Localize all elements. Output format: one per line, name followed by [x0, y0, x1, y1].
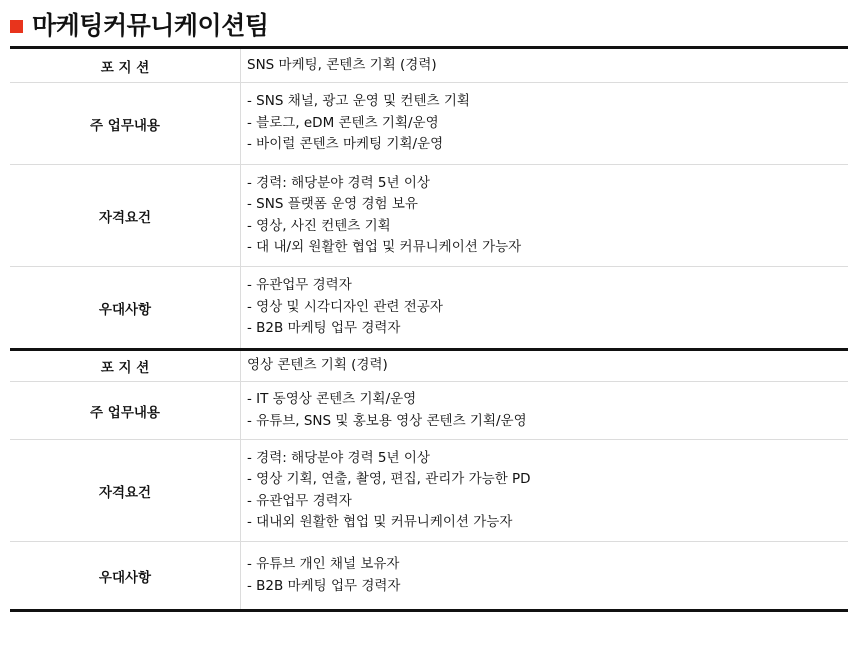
title-marker-icon: [10, 20, 23, 33]
row-label: 우대사항: [10, 542, 241, 609]
row-label: 주 업무내용: [10, 382, 241, 439]
row-content: [241, 49, 848, 82]
row-label: 포 지 션: [10, 49, 241, 82]
row-label: 주 업무내용: [10, 83, 241, 164]
content-line: - IT 동영상 콘텐츠 기획/운영: [247, 391, 417, 407]
row-label: 우대사항: [10, 267, 241, 348]
row-content: [241, 440, 848, 541]
row-content: [241, 351, 848, 381]
content-line: 영상 콘텐츠 기획 (경력): [247, 357, 388, 374]
row-label: 포 지 션: [10, 351, 241, 381]
job-section: [10, 348, 848, 609]
content-line: - 유관업무 경력자: [247, 492, 352, 509]
content-line: - 유튜브, SNS 및 홍보용 영상 콘텐츠 기획/운영: [247, 412, 527, 429]
job-section: [10, 49, 848, 348]
content-line: - 영상, 사진 컨텐츠 기획: [247, 217, 391, 234]
table-row: [10, 541, 848, 609]
content-line: - 영상 및 시각디자인 관련 전공자: [247, 298, 443, 315]
content-line: - SNS 플랫폼 운영 경험 보유: [247, 196, 418, 212]
row-label: 자격요건: [10, 440, 241, 541]
content-line: - B2B 마케팅 업무 경력자: [247, 577, 401, 594]
content-line: - 경력: 해당분야 경력 5년 이상: [247, 449, 430, 466]
table-row: [10, 164, 848, 266]
table-row: [10, 351, 848, 381]
table-row: [10, 266, 848, 348]
table-row: [10, 439, 848, 541]
content-line: - 유튜브 개인 채널 보유자: [247, 556, 400, 572]
table-row: [10, 82, 848, 164]
content-line: - 대내외 원활한 협업 및 커뮤니케이션 가능자: [247, 514, 513, 530]
row-label: 자격요건: [10, 165, 241, 266]
row-content: [241, 542, 848, 609]
content-line: - SNS 채널, 광고 운영 및 컨텐츠 기획: [247, 93, 470, 110]
content-line: - 바이럴 콘텐츠 마케팅 기획/운영: [247, 136, 444, 153]
content-line: - 대 내/외 원활한 협업 및 커뮤니케이션 가능자: [247, 239, 522, 255]
job-table: [10, 46, 848, 612]
content-line: - 유관업무 경력자: [247, 277, 352, 294]
row-content: [241, 83, 848, 164]
content-line: - B2B 마케팅 업무 경력자: [247, 320, 401, 337]
row-content: [241, 382, 848, 439]
table-row: [10, 381, 848, 439]
row-content: [241, 267, 848, 348]
page-header: [10, 8, 269, 40]
content-line: SNS 마케팅, 콘텐츠 기획 (경력): [247, 56, 437, 73]
content-line: - 블로그, eDM 콘텐츠 기획/운영: [247, 114, 439, 131]
content-line: - 영상 기획, 연출, 촬영, 편집, 관리가 가능한 PD: [247, 471, 531, 487]
row-content: [241, 165, 848, 266]
page-title: 마케팅커뮤니케이션팀: [32, 11, 269, 40]
table-row: [10, 49, 848, 82]
content-line: - 경력: 해당분야 경력 5년 이상: [247, 174, 430, 191]
